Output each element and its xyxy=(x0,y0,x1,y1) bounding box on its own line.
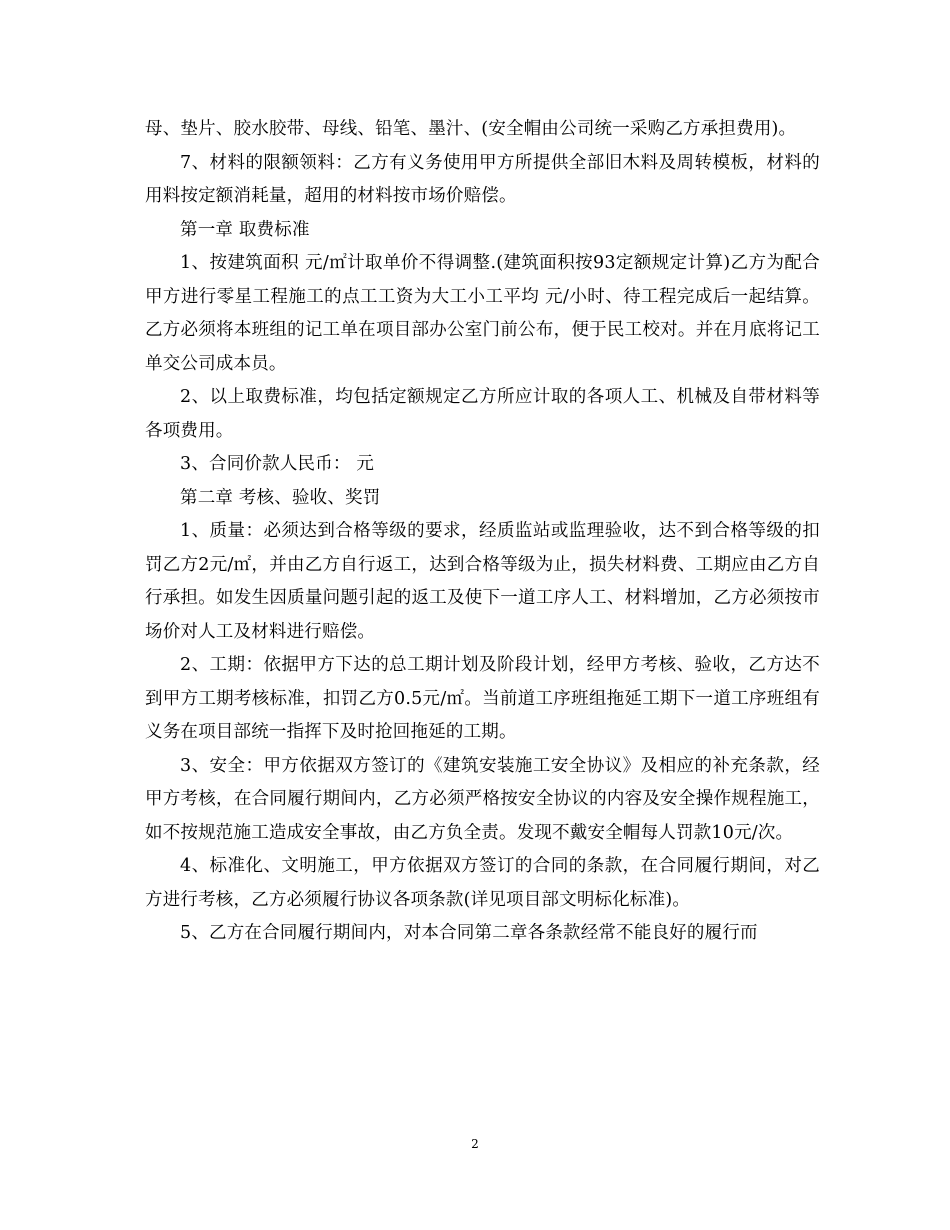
paragraph-contract-price: 3、合同价款人民币： 元 xyxy=(180,454,375,474)
paragraph-safety: 3、安全：甲方依据双方签订的《建筑安装施工安全协议》及相应的补充条款，经甲方考核，在合同履行期间内，乙方必须严格按安全协议的内容及安全操作规程施工，如不按规范施工造成安全事故，由乙方负全责。发现不戴安全帽每人罚款10元/次。 xyxy=(145,755,820,843)
paragraph-fee-clause-2: 2、以上取费标准，均包括定额规定乙方所应计取的各项人工、机械及自带材料等各项费用。 xyxy=(145,387,820,441)
paragraph-compliance: 5、乙方在合同履行期间内，对本合同第二章各条款经常不能良好的履行而 xyxy=(180,923,758,943)
paragraph-standardization: 4、标准化、文明施工，甲方依据双方签订的合同的条款，在合同履行期间，对乙方进行考核，乙方必须履行协议各项条款(详见项目部文明标化标准)。 xyxy=(145,856,820,910)
chapter-1-heading: 第一章 取费标准 xyxy=(180,219,310,240)
paragraph-schedule: 2、工期：依据甲方下达的总工期计划及阶段计划，经甲方考核、验收，乙方达不到甲方工期考核标准，扣罚乙方0.5元/㎡。当前道工序班组拖延工期下一道工序班组有义务在项目部统一指挥下及时抢回拖延的工期。 xyxy=(145,655,820,742)
page-number: 2 xyxy=(471,1137,479,1151)
paragraph-quality: 1、质量：必须达到合格等级的要求，经质监站或监理验收，达不到合格等级的扣罚乙方2元/㎡，并由乙方自行返工，达到合格等级为止，损失材料费、工期应由乙方自行承担。如发生因质量问题引起的返工及使下一道工序人工、材料增加，乙方必须按市场价对人工及材料进行赔偿。 xyxy=(145,521,820,642)
paragraph-fee-clause-1: 1、按建筑面积 元/㎡计取单价不得调整.(建筑面积按93定额规定计算)乙方为配合甲方进行零星工程施工的点工工资为大工小工平均 元/小时、待工程完成后一起结算。乙方必须将本班组的记工单在项目部办公室门前公布，便于民工校对。并在月底将记工单交公司成本员。 xyxy=(145,253,820,374)
paragraph-material-quota: 7、材料的限额领料：乙方有义务使用甲方所提供全部旧木料及周转模板，材料的用料按定额消耗量，超用的材料按市场价赔偿。 xyxy=(145,152,820,206)
paragraph-continuation: 母、垫片、胶水胶带、母线、铅笔、墨汁、(安全帽由公司统一采购乙方承担费用)。 xyxy=(145,119,797,139)
document-body xyxy=(145,113,820,951)
chapter-2-heading: 第二章 考核、验收、奖罚 xyxy=(180,487,381,508)
